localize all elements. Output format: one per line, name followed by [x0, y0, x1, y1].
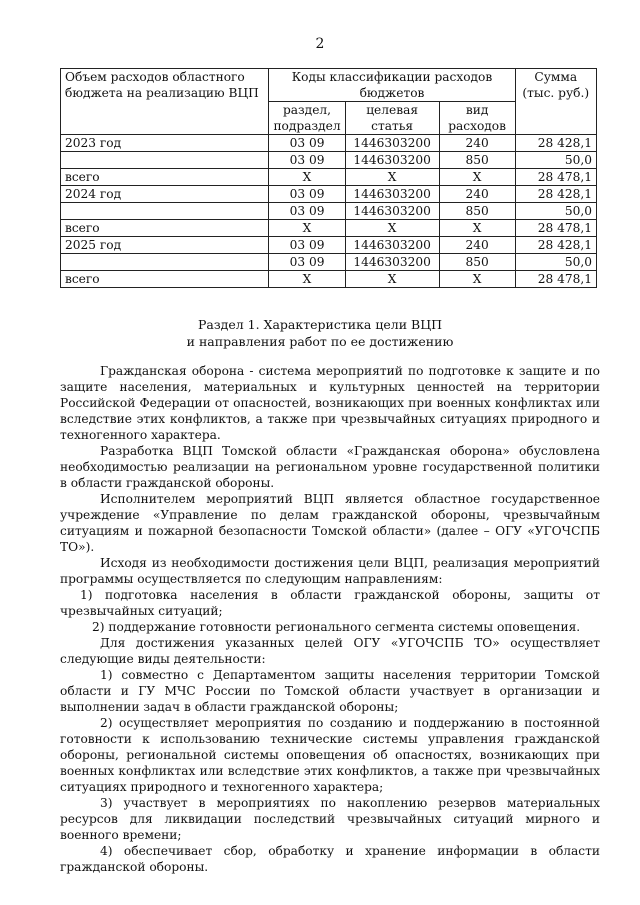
- row-sum: 28 478,1: [515, 271, 596, 288]
- header-expenses: Объем расходов областного бюджета на реализацию ВЦП: [61, 69, 269, 135]
- row-label: всего: [61, 169, 269, 186]
- list-item: 3) участвует в мероприятиях по накоплению резервов материальных ресурсов для ликвидации последствий чрезвычайных ситуаций мирного и военного времени;: [60, 796, 600, 842]
- budget-table: [60, 68, 597, 288]
- list-item: 2) осуществляет мероприятия по созданию и поддержанию в постоянной готовности к использованию технические системы управления гражданской обороны, региональной системы оповещения об опасностях, возникающих при военных конфликтах или вследствие этих конфликтов, а также при чрезвычайных ситуациях природного и техногенного характера;: [60, 716, 600, 794]
- page-number: 2: [315, 36, 325, 52]
- row-article: 1446303200: [345, 237, 439, 254]
- header-section: раздел, подраздел: [269, 102, 345, 135]
- table-row: [61, 169, 597, 186]
- paragraph: Исполнителем мероприятий ВЦП является областное государственное учреждение «Управление по делам гражданской обороны, чрезвычайным ситуациям и пожарной безопасности Томской области» (далее – ОГУ «УГОЧСПБ ТО»).: [60, 492, 600, 554]
- row-section: 03 09: [269, 135, 345, 152]
- row-section: Х: [269, 220, 345, 237]
- row-sum: 28 478,1: [515, 220, 596, 237]
- row-sum: 28 478,1: [515, 169, 596, 186]
- row-section: 03 09: [269, 237, 345, 254]
- row-type: Х: [439, 220, 515, 237]
- table-row: [61, 254, 597, 271]
- row-type: 850: [439, 152, 515, 169]
- row-type: 240: [439, 186, 515, 203]
- table-row: [61, 135, 597, 152]
- paragraph: Для достижения указанных целей ОГУ «УГОЧСПБ ТО» осуществляет следующие виды деятельности:: [60, 636, 600, 666]
- row-section: Х: [269, 169, 345, 186]
- header-type: вид расходов: [439, 102, 515, 135]
- row-label: всего: [61, 271, 269, 288]
- row-sum: 28 428,1: [515, 135, 596, 152]
- row-section: 03 09: [269, 186, 345, 203]
- paragraph: Исходя из необходимости достижения цели ВЦП, реализация мероприятий программы осуществляется по следующим направлениям:: [60, 556, 600, 586]
- row-label: [61, 254, 269, 271]
- row-article: 1446303200: [345, 135, 439, 152]
- row-label: [61, 203, 269, 220]
- header-article: целевая статья: [345, 102, 439, 135]
- row-article: 1446303200: [345, 186, 439, 203]
- table-row: [61, 203, 597, 220]
- row-section: 03 09: [269, 152, 345, 169]
- table-row: [61, 152, 597, 169]
- list-item: 2) поддержание готовности регионального сегмента системы оповещения.: [92, 620, 581, 634]
- row-label: [61, 152, 269, 169]
- section-title: [0, 316, 640, 350]
- row-sum: 50,0: [515, 254, 596, 271]
- row-article: Х: [345, 271, 439, 288]
- row-sum: 50,0: [515, 152, 596, 169]
- row-type: Х: [439, 271, 515, 288]
- paragraph: Разработка ВЦП Томской области «Гражданская оборона» обусловлена необходимостью реализации на региональном уровне государственной политики в области гражданской обороны.: [60, 444, 600, 490]
- row-label: 2025 год: [61, 237, 269, 254]
- row-sum: 28 428,1: [515, 186, 596, 203]
- row-section: 03 09: [269, 254, 345, 271]
- list-item: 1) подготовка населения в области гражданской обороны, защиты от чрезвычайных ситуаций;: [60, 588, 600, 618]
- row-section: 03 09: [269, 203, 345, 220]
- table-header-row: [61, 69, 597, 102]
- row-type: 240: [439, 237, 515, 254]
- body-text: [60, 363, 600, 875]
- row-article: Х: [345, 220, 439, 237]
- table-row: [61, 220, 597, 237]
- header-codes: Коды классификации расходов бюджетов: [269, 69, 515, 102]
- row-article: 1446303200: [345, 152, 439, 169]
- table-row: [61, 271, 597, 288]
- list-item: 4) обеспечивает сбор, обработку и хранение информации в области гражданской обороны.: [60, 844, 600, 874]
- table-row: [61, 237, 597, 254]
- row-article: 1446303200: [345, 203, 439, 220]
- list-item: 1) совместно с Департаментом защиты населения территории Томской области и ГУ МЧС России по Томской области участвует в организации и выполнении задач в области гражданской обороны;: [60, 668, 600, 714]
- paragraph: Гражданская оборона - система мероприятий по подготовке к защите и по защите населения, материальных и культурных ценностей на территории Российской Федерации от опасностей, возникающих при военных конфликтах или вследствие этих конфликтов, а также при чрезвычайных ситуациях природного и техногенного характера.: [60, 364, 600, 442]
- row-article: Х: [345, 169, 439, 186]
- row-sum: 28 428,1: [515, 237, 596, 254]
- row-type: Х: [439, 169, 515, 186]
- section-title-line: Раздел 1. Характеристика цели ВЦП: [197, 317, 442, 332]
- row-label: 2024 год: [61, 186, 269, 203]
- row-type: 850: [439, 254, 515, 271]
- header-sum: Сумма (тыс. руб.): [515, 69, 596, 135]
- row-section: Х: [269, 271, 345, 288]
- row-sum: 50,0: [515, 203, 596, 220]
- row-type: 240: [439, 135, 515, 152]
- row-label: всего: [61, 220, 269, 237]
- row-type: 850: [439, 203, 515, 220]
- row-label: 2023 год: [61, 135, 269, 152]
- table-row: [61, 186, 597, 203]
- section-title-line: и направления работ по ее достижению: [186, 334, 454, 349]
- row-article: 1446303200: [345, 254, 439, 271]
